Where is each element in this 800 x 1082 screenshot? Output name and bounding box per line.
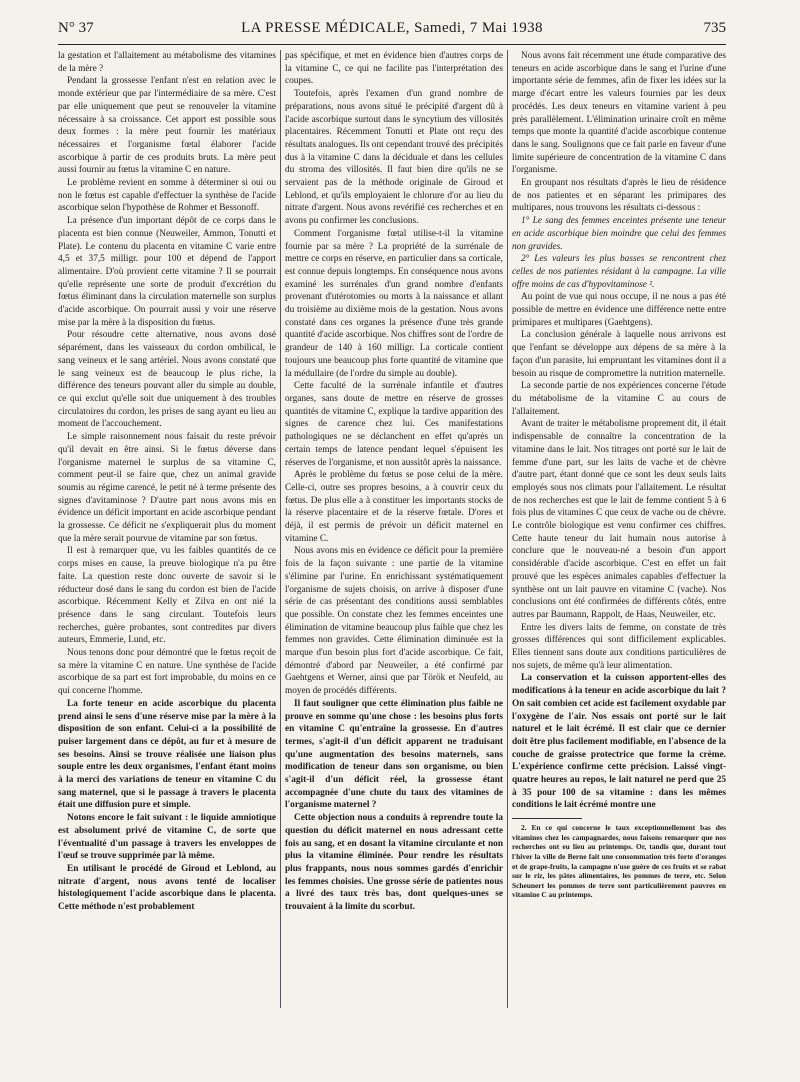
paragraph: Pour résoudre cette alternative, nous avons dosé séparément, dans les vaisseaux du cordon ombilical, le sang veineux et le sang artériel. Nous avons constaté que le sang veineux est de beaucoup le plus riche, la différence des teneurs pouvant aller du simple au double, ce qui exclut qu'elle soit due uniquement à des troubles circulatoires du cordon, les prises de sang ayant eu lieu au moment de l'accouchement. (58, 330, 276, 430)
footnote: 2. En ce qui concerne le taux exceptionnellement bas des vitamines chez les campagnardes, nous faisons remarquer que nos recherches ont eu lieu au printemps. Or, tandis que, durant tout l'hiver la ville de Berne fait une consommation très forte d'oranges et de grape-fruits, la campagne n'use guère de ces fruits et se rabat sur le riz, les pâtes alimentaires, les pommes de terre, etc. Selon Scheunert les pommes de terre sont particulièrement pauvres en vitamine C au printemps. (512, 823, 726, 900)
paragraph: Avant de traiter le métabolisme proprement dit, il était indispensable de connaître la concentration de la vitamine dans le lait. Nos titrages ont porté sur le lait de femme d'une part, sur les laits de vache et de chèvre d'autre part, étant donné que ce sont les deux seuls laits employés sous nos climats pour l'allaitement. Le résultat de nos recherches est que le lait de femme contient 5 à 6 fois plus de vitamines C que ceux de vache ou de chèvre. Le contrôle biologique est venu confirmer ces chiffres. Cette haute teneur du lait humain nous autorise à conclure que le nouveau-né a besoin d'un apport considérable d'acide ascorbique. C'est en effet un fait prouvé que les espèces animales capables d'effectuer la synthèse ont un lait pauvre en vitamine C (vache). Nos conclusions ont été confirmées de différents côtés, entre autres par Baumann, Rappolt, de Haas, Neuweiler, etc. (512, 419, 726, 620)
paragraph: Entre les divers laits de femme, on constate de très grosses différences qui sont difficilement explicables. Elles tiennent sans doute aux conditions particulières de nos sujets, de même qu'à leur alimentation. (512, 622, 726, 671)
paragraph: Comment l'organisme fœtal utilise-t-il la vitamine fournie par sa mère ? La propriété de la surrénale de mettre ce corps en réserve, en particulier dans sa corticale, est connue depuis longtemps. En conséquence nous avons examiné les surrénales d'un grand nombre d'enfants provenant d'utérotomies ou morts à la naissance et allant du troisième au dixième mois de la gestation. Nous avons constaté dans ces organes la présence d'une très grande quantité d'acide ascorbique. Nos chiffres sont de l'ordre de grandeur de 140 à 160 milligr. La corticale contient toujours une beaucoup plus forte quantité de vitamine que la médullaire (de l'ordre du simple au double). (285, 228, 503, 379)
paragraph: Notons encore le fait suivant : le liquide amniotique est absolument privé de vitamine C, de sorte que l'éventualité d'un passage à travers les enveloppes de l'œuf se trouve supprimée par là même. (58, 813, 276, 862)
paragraph: Cette faculté de la surrénale infantile et d'autres organes, sans doute de mettre en réserve de grosses quantités de vitamine C, explique la tardive apparition des signes de carence chez lui. Ces manifestations pathologiques ne se déclanchent en effet qu'après un certain temps de latence pendant lequel s'épuisent les réserves de l'organisme, et non aussitôt après la naissance. (285, 381, 503, 468)
paragraph: Pendant la grossesse l'enfant n'est en relation avec le monde extérieur que par l'intermédiaire de sa mère. C'est par elle uniquement que peut se renouveler la vitamine nécessaire à sa croissance. Cet apport est possible sous deux formes : la mère peut fournir les matériaux nécessaires et l'organisme fœtal élaborer l'acide ascorbique à partir de ces produits bruts. La mère peut aussi fournir au fœtus la vitamine C en nature. (58, 76, 276, 176)
page-header (58, 18, 726, 45)
paragraph: Il faut souligner que cette élimination plus faible ne prouve en somme qu'une chose : les besoins plus forts en vitamine C qu'entraîne la grossesse. En d'autres termes, s'agit-il d'un déficit apparent ne traduisant qu'une augmentation des besoins maternels, sans modification de teneur dans son organisme, ou bien s'agit-il d'un déficit réel, la grossesse étant accompagnée d'une chute du taux des vitamines de l'organisme maternel ? (285, 698, 503, 811)
paragraph: 1° Le sang des femmes enceintes présente une teneur en acide ascorbique bien moindre que celui des femmes non gravides. (512, 216, 726, 252)
text-column-right (512, 50, 726, 1072)
paragraph: Il est à remarquer que, vu les faibles quantités de ce corps mises en cause, la preuve biologique n'a pu être faite. La question reste donc ouverte de savoir si le réducteur dosé dans le sang du cordon est bien de l'acide ascorbique. Récemment Kelly et Zilva en ont nié la présence dans le sang circulant. Toutefois leurs recherches, guère probantes, sont contredites par divers auteurs, Emmerie, Lund, etc. (58, 546, 276, 646)
paragraph: En utilisant le procédé de Giroud et Leblond, au nitrate d'argent, nous avons tenté de localiser histologiquement l'acide ascorbique dans le placenta. Cette méthode n'est probablement (58, 864, 276, 913)
paragraph: Toutefois, après l'examen d'un grand nombre de préparations, nous avons situé le précipité d'argent dû à l'acide ascorbique surtout dans le syncytium des villosités placentaires. Récemment Tonutti et Plate ont reçu des résultats analogues. Ils ont cependant trouvé des précipités dus à la vitamine C dans la déciduale et dans les cellules du stroma des villosités. Il faut bien dire qu'ils ne se servaient pas de la méthode originale de Giroud et Leblond, et qu'ils employaient le chlorure d'or au lieu du nitrate d'argent. Nous avons revérifié ces recherches et en avons pu confirmer les conclusions. (285, 89, 503, 227)
footnote-rule (512, 818, 582, 819)
paragraph: La conclusion générale à laquelle nous arrivons est que l'enfant se développe aux dépens de sa mère à la façon d'un parasite, lui empruntant les vitamines dont il a besoin au risque de compromettre la nutrition maternelle. (512, 330, 726, 379)
paragraph: pas spécifique, et met en évidence bien d'autres corps de la vitamine C, ce qui ne facilite pas l'interprétation des coupes. (285, 51, 503, 87)
paragraph: La présence d'un important dépôt de ce corps dans le placenta est bien connue (Neuweiler, Ammon, Tonutti et Plate). Le contenu du placenta en vitamine C varie entre 4,5 et 37,5 milligr. pour 100 et dépend de l'apport alimentaire. D'où provient cette vitamine ? Il se pourrait qu'elle représente une sorte de produit d'excrétion du fœtus éliminant dans la circulation maternelle son surplus d'acide ascorbique. On pourrait aussi y voir une réserve mise par la mère à la disposition du fœtus. (58, 216, 276, 328)
paragraph: Le problème revient en somme à déterminer si oui ou non le fœtus est capable d'effectuer la synthèse de l'acide ascorbique selon l'hypothèse de Rohmer et Bessonoff. (58, 178, 276, 214)
text-column-left (58, 50, 276, 1072)
text-column-middle (285, 50, 503, 1072)
column-body (512, 50, 726, 812)
paragraph: Après le problème du fœtus se pose celui de la mère. Celle-ci, outre ses propres besoins, a à couvrir ceux du fœtus. De plus elle a à constituer les importants stocks de la réserve placentaire et de la réserve fœtale. D'ores et déjà, il est permis de prévoir un déficit maternel en vitamine C. (285, 470, 503, 544)
paragraph: 2° Les valeurs les plus basses se rencontrent chez celles de nos patientes résidant à la campagne. La ville offre moins de cas d'hypovitaminose ². (512, 254, 726, 290)
issue-number: N° 37 (58, 20, 94, 36)
paragraph: La conservation et la cuisson apportent-elles des modifications à la teneur en acide ascorbique du lait ? On sait combien cet acide est facilement oxydable par l'oxygène de l'air. Nos essais ont porté sur le lait naturel et le lait écrémé. Il est clair que ce dernier doit être plus facilement modifiable, en l'absence de la couche de graisse protectrice que forme la crème. L'expérience confirme cette précision. Laissé vingt-quatre heures au repos, le lait naturel ne perd que 25 à 35 pour 100 de sa vitamine : dans les mêmes conditions le lait écrémé montre une (512, 673, 726, 811)
paragraph: la gestation et l'allaitement au métabolisme des vitamines de la mère ? (58, 51, 276, 74)
paragraph: En groupant nos résultats d'après le lieu de résidence de nos patientes et en séparant les primipares des multipares, nous trouvons les résultats ci-dessous : (512, 178, 726, 214)
paragraph: Au point de vue qui nous occupe, il ne nous a pas été possible de mettre en évidence une différence nette entre primipares et multipares (Gaehtgens). (512, 292, 726, 328)
paragraph: Le simple raisonnement nous faisait du reste prévoir qu'il devait en être ainsi. Si le fœtus déverse dans l'organisme maternel le surplus de sa vitamine C, comment peut-il se faire que, chez un animal gravide soumis au régime carencé, le petit né à terme présente des signes d'avitaminose ? D'autre part nous avons mis en évidence un déficit important en acide ascorbique pendant la grossesse. Ce déficit ne s'expliquerait plus du moment que la mère serait pourvue de vitamine par son fœtus. (58, 432, 276, 544)
paragraph: Nous avons mis en évidence ce déficit pour la première fois de la façon suivante : une partie de la vitamine s'élimine par l'urine. En enrichissant systématiquement l'organisme de sujets choisis, on arrive à disposer d'une série de cas présentant des conditions aussi semblables que possible. On constate chez les femmes enceintes une élimination de vitamine beaucoup plus faible que chez les femmes non gravides. Cette élimination diminuée est la marque d'un besoin plus fort d'acide ascorbique. Ce fait, démontré d'abord par Neuweiler, a été confirmé par Gaehtgens et Werner, ainsi que par Török et Neufeld, au moyen de procédés différents. (285, 546, 503, 697)
journal-title: LA PRESSE MÉDICALE, Samedi, 7 Mai 1938 (241, 20, 543, 36)
paragraph: La forte teneur en acide ascorbique du placenta prend ainsi le sens d'une réserve mise par la mère à la disposition de son enfant. Celui-ci a la possibilité de puiser largement dans ce dépôt, au fur et à mesure de ses besoins. Ainsi se trouve réalisée une liaison plus souple entre les deux organismes, l'enfant étant moins à la merci des variations de teneur en vitamine C du sang maternel, que si le passage à travers le placenta était une diffusion pure et simple. (58, 698, 276, 811)
column-divider (280, 50, 281, 1008)
paragraph: Nous avons fait récemment une étude comparative des teneurs en acide ascorbique dans le sang et l'urine d'une importante série de femmes, afin de fixer les idées sur la marge d'écart entre les valeurs fournies par les deux procédés. Les deux teneurs en vitamine varient à peu près parallèlement. L'élimination urinaire croît en même temps que monte la quantité d'acide ascorbique contenue dans le sang. Soulignons que ce fait parle en faveur d'une limite supérieure de concentration de la vitamine C dans l'organisme. (512, 51, 726, 176)
paragraph: Nous tenons donc pour démontré que le fœtus reçoit de sa mère la vitamine C en nature. Une synthèse de l'acide ascorbique de sa part est fort improbable, du moins en ce qui concerne l'homme. (58, 648, 276, 697)
paragraph: Cette objection nous a conduits à reprendre toute la question du déficit maternel en nous adressant cette fois au sang, et en dosant la vitamine circulante et non plus la vitamine éliminée. Pour rendre les résultats plus frappants, nous nous sommes gardés d'enrichir les femmes choisies. Une grosse série de patientes nous a livré des taux très bas, dont quelques-unes se trouvaient à la limite du scorbut. (285, 813, 503, 913)
column-divider (507, 50, 508, 1008)
page-number: 735 (703, 20, 726, 36)
paragraph: La seconde partie de nos expériences concerne l'étude du métabolisme de la vitamine C au cours de l'allaitement. (512, 381, 726, 417)
